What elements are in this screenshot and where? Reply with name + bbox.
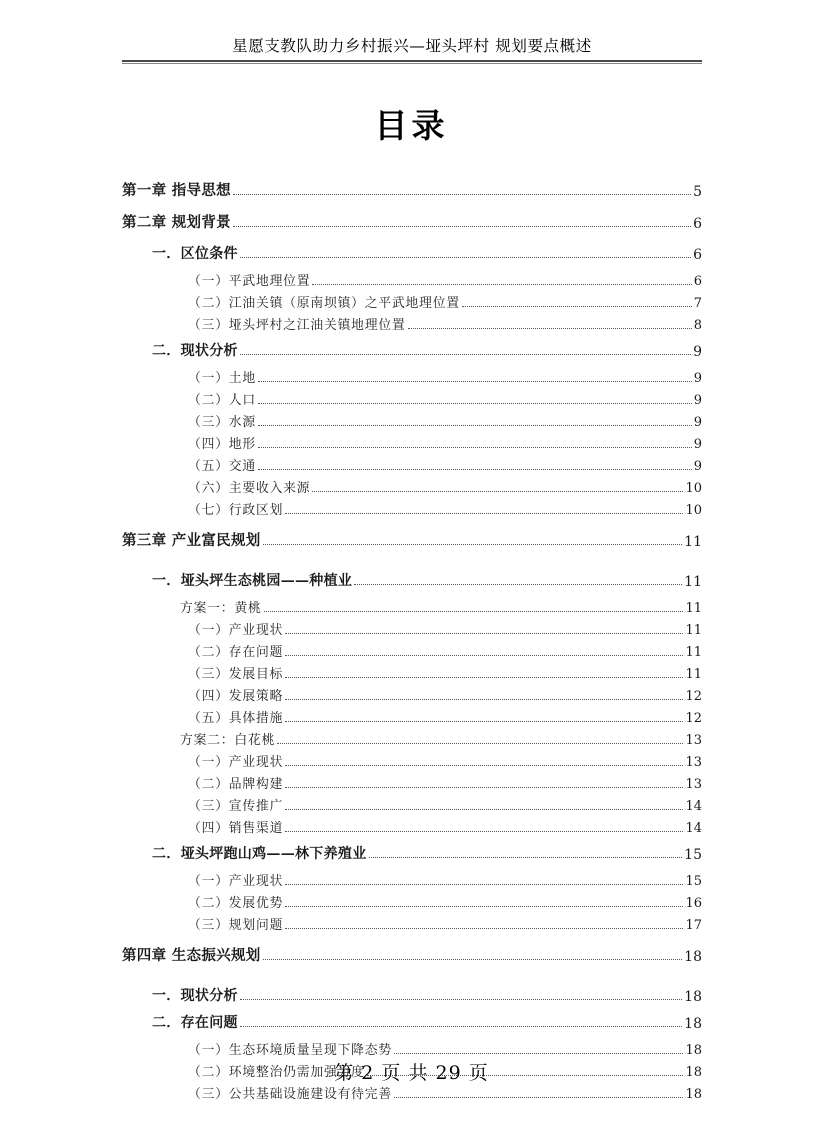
toc-entry-page-number: 7: [693, 296, 702, 311]
toc-entry-label: （三）规划问题: [188, 918, 284, 933]
toc-entry-label: 一．现状分析: [152, 988, 238, 1004]
toc-entry-label: 第四章 生态振兴规划: [122, 947, 261, 964]
toc-entry[interactable]: [0, 340, 823, 360]
toc-entry-label: 二．现状分析: [152, 343, 238, 359]
toc-entry-page-number: 9: [693, 393, 702, 408]
toc-entry-page-number: 13: [685, 733, 702, 748]
toc-entry-page-number: 10: [685, 481, 702, 496]
toc-entry-page-number: 9: [693, 437, 702, 452]
toc-entry-label: 一．垭头坪生态桃园——种植业: [152, 573, 353, 589]
toc-entry[interactable]: [0, 477, 823, 496]
toc-dot-leader: [285, 905, 683, 907]
toc-entry-label: （三）垭头坪村之江油关镇地理位置: [188, 318, 406, 333]
toc-entry[interactable]: [0, 597, 823, 616]
toc-entry-label: （一）土地: [188, 371, 256, 386]
toc-entry-label: 方案一：黄桃: [180, 601, 262, 616]
toc-entry-page-number: 15: [685, 874, 702, 889]
toc-entry-page-number: 9: [693, 371, 702, 386]
toc-entry-label: （三）宣传推广: [188, 799, 284, 814]
toc-dot-leader: [285, 512, 683, 514]
toc-dot-leader: [394, 1052, 684, 1054]
toc-entry-page-number: 11: [685, 601, 702, 616]
toc-entry-page-number: 13: [685, 755, 702, 770]
toc-entry-label: （一）产业现状: [188, 755, 284, 770]
toc-entry[interactable]: [0, 211, 823, 232]
toc-entry-label: （五）交通: [188, 459, 256, 474]
toc-entry-label: 第一章 指导思想: [122, 182, 231, 199]
toc-entry[interactable]: [0, 243, 823, 263]
toc-entry-label: （二）发展优势: [188, 896, 284, 911]
toc-dot-leader: [312, 490, 683, 492]
toc-entry[interactable]: [0, 179, 823, 200]
toc-entry[interactable]: [0, 292, 823, 311]
toc-entry-label: （二）环境整治仍需加强力度: [188, 1065, 365, 1080]
toc-entry-page-number: 6: [693, 274, 702, 289]
header-rule-thick: [122, 60, 702, 62]
toc-entry-page-number: 12: [685, 711, 702, 726]
toc-entry-page-number: 17: [685, 918, 702, 933]
toc-entry-label: （四）销售渠道: [188, 821, 284, 836]
toc-entry-page-number: 14: [685, 821, 702, 836]
toc-dot-leader: [462, 305, 692, 307]
toc-dot-leader: [277, 742, 683, 744]
toc-entry[interactable]: [0, 270, 823, 289]
toc-entry[interactable]: [0, 367, 823, 386]
toc-dot-leader: [394, 1096, 684, 1098]
toc-dot-leader: [285, 632, 683, 634]
toc-entry-page-number: 18: [685, 1065, 702, 1080]
toc-entry-label: （四）发展策略: [188, 689, 284, 704]
toc-entry-page-number: 11: [685, 645, 702, 660]
toc-dot-leader: [354, 583, 682, 585]
toc-dot-leader: [285, 927, 683, 929]
toc-entry-label: （一）产业现状: [188, 623, 284, 638]
toc-entry[interactable]: [0, 685, 823, 704]
toc-entry-label: （五）具体措施: [188, 711, 284, 726]
running-header: [122, 36, 702, 64]
toc-dot-leader: [285, 883, 683, 885]
toc-dot-leader: [240, 353, 691, 355]
toc-entry-label: （七）行政区划: [188, 503, 284, 518]
toc-dot-leader: [264, 610, 684, 612]
toc-entry-page-number: 9: [693, 459, 702, 474]
toc-entry[interactable]: [0, 985, 823, 1005]
toc-entry[interactable]: [0, 1039, 823, 1058]
toc-dot-leader: [285, 676, 683, 678]
toc-entry[interactable]: [0, 1012, 823, 1032]
toc-entry[interactable]: [0, 499, 823, 518]
toc-dot-leader: [285, 720, 683, 722]
page-footer: 第 2 页 共 29 页: [334, 1062, 489, 1084]
toc-entry-label: （一）平武地理位置: [188, 274, 311, 289]
toc-dot-leader: [240, 256, 691, 258]
toc-entry-page-number: 13: [685, 777, 702, 792]
toc-entry-label: （四）地形: [188, 437, 256, 452]
toc-entry-label: （二）江油关镇（原南坝镇）之平武地理位置: [188, 296, 460, 311]
toc-entry[interactable]: [0, 870, 823, 889]
toc-entry[interactable]: [0, 1083, 823, 1102]
toc-entry[interactable]: [0, 751, 823, 770]
toc-entry[interactable]: [0, 843, 823, 863]
toc-dot-leader: [312, 283, 691, 285]
toc-entry-label: 第二章 规划背景: [122, 214, 231, 231]
toc-dot-leader: [258, 402, 692, 404]
toc-entry[interactable]: [0, 619, 823, 638]
toc-entry[interactable]: [0, 663, 823, 682]
toc-entry-label: （二）品牌构建: [188, 777, 284, 792]
toc-dot-leader: [258, 380, 692, 382]
toc-entry[interactable]: [0, 570, 823, 590]
toc-dot-leader: [240, 998, 682, 1000]
toc-entry-page-number: 10: [685, 503, 702, 518]
toc-entry-page-number: 11: [684, 574, 702, 590]
toc-entry-page-number: 16: [685, 896, 702, 911]
table-of-contents: [0, 168, 823, 1105]
toc-entry[interactable]: [0, 729, 823, 748]
toc-entry-label: 二．垭头坪跑山鸡——林下养殖业: [152, 846, 367, 862]
toc-entry[interactable]: [0, 944, 823, 965]
toc-dot-leader: [240, 1025, 682, 1027]
toc-entry-label: 方案二：白花桃: [180, 733, 276, 748]
toc-entry-label: 二．存在问题: [152, 1015, 238, 1031]
toc-dot-leader: [258, 446, 692, 448]
toc-dot-leader: [285, 764, 683, 766]
toc-entry-label: 第三章 产业富民规划: [122, 532, 261, 549]
toc-entry-page-number: 12: [685, 689, 702, 704]
toc-entry-page-number: 18: [684, 989, 702, 1005]
toc-dot-leader: [233, 225, 691, 227]
toc-entry[interactable]: [0, 411, 823, 430]
toc-dot-leader: [263, 543, 683, 545]
toc-entry-page-number: 11: [685, 623, 702, 638]
toc-dot-leader: [285, 808, 683, 810]
toc-entry-page-number: 11: [685, 667, 702, 682]
toc-entry-label: 一．区位条件: [152, 246, 238, 262]
toc-entry[interactable]: [0, 795, 823, 814]
toc-entry-label: （二）存在问题: [188, 645, 284, 660]
toc-entry-page-number: 18: [684, 1016, 702, 1032]
toc-entry-label: （三）水源: [188, 415, 256, 430]
header-title: 星愿支教队助力乡村振兴—垭头坪村 规划要点概述: [232, 37, 592, 55]
toc-dot-leader: [408, 327, 692, 329]
toc-entry-page-number: 18: [684, 949, 702, 965]
toc-entry-page-number: 14: [685, 799, 702, 814]
toc-dot-leader: [285, 654, 683, 656]
toc-entry-label: （一）生态环境质量呈现下降态势: [188, 1043, 392, 1058]
toc-entry[interactable]: [0, 314, 823, 333]
toc-dot-leader: [233, 193, 691, 195]
toc-entry[interactable]: [0, 892, 823, 911]
toc-entry[interactable]: [0, 455, 823, 474]
toc-entry[interactable]: [0, 389, 823, 408]
toc-entry-page-number: 9: [693, 344, 702, 360]
page-title: 目录: [374, 106, 449, 145]
toc-entry-page-number: 9: [693, 415, 702, 430]
toc-entry[interactable]: [0, 817, 823, 836]
toc-dot-leader: [285, 698, 683, 700]
toc-entry-page-number: 15: [684, 847, 702, 863]
toc-entry-page-number: 11: [684, 534, 702, 550]
toc-entry[interactable]: [0, 707, 823, 726]
toc-dot-leader: [285, 830, 683, 832]
toc-entry[interactable]: [0, 914, 823, 933]
toc-entry-page-number: 6: [693, 247, 702, 263]
toc-entry-label: （六）主要收入来源: [188, 481, 311, 496]
header-rule-thin: [122, 63, 702, 64]
toc-dot-leader: [258, 468, 692, 470]
toc-entry-page-number: 5: [693, 184, 702, 200]
toc-dot-leader: [369, 856, 683, 858]
toc-entry-label: （一）产业现状: [188, 874, 284, 889]
toc-entry-page-number: 6: [693, 216, 702, 232]
toc-entry-page-number: 18: [685, 1043, 702, 1058]
toc-entry-label: （二）人口: [188, 393, 256, 408]
toc-entry-label: （三）公共基础设施建设有待完善: [188, 1087, 392, 1102]
toc-dot-leader: [263, 958, 683, 960]
toc-entry[interactable]: [0, 529, 823, 550]
toc-entry[interactable]: [0, 773, 823, 792]
toc-entry-page-number: 8: [693, 318, 702, 333]
toc-entry[interactable]: [0, 641, 823, 660]
toc-dot-leader: [258, 424, 692, 426]
toc-entry-label: （三）发展目标: [188, 667, 284, 682]
toc-entry-page-number: 18: [685, 1087, 702, 1102]
toc-entry[interactable]: [0, 433, 823, 452]
toc-dot-leader: [285, 786, 683, 788]
